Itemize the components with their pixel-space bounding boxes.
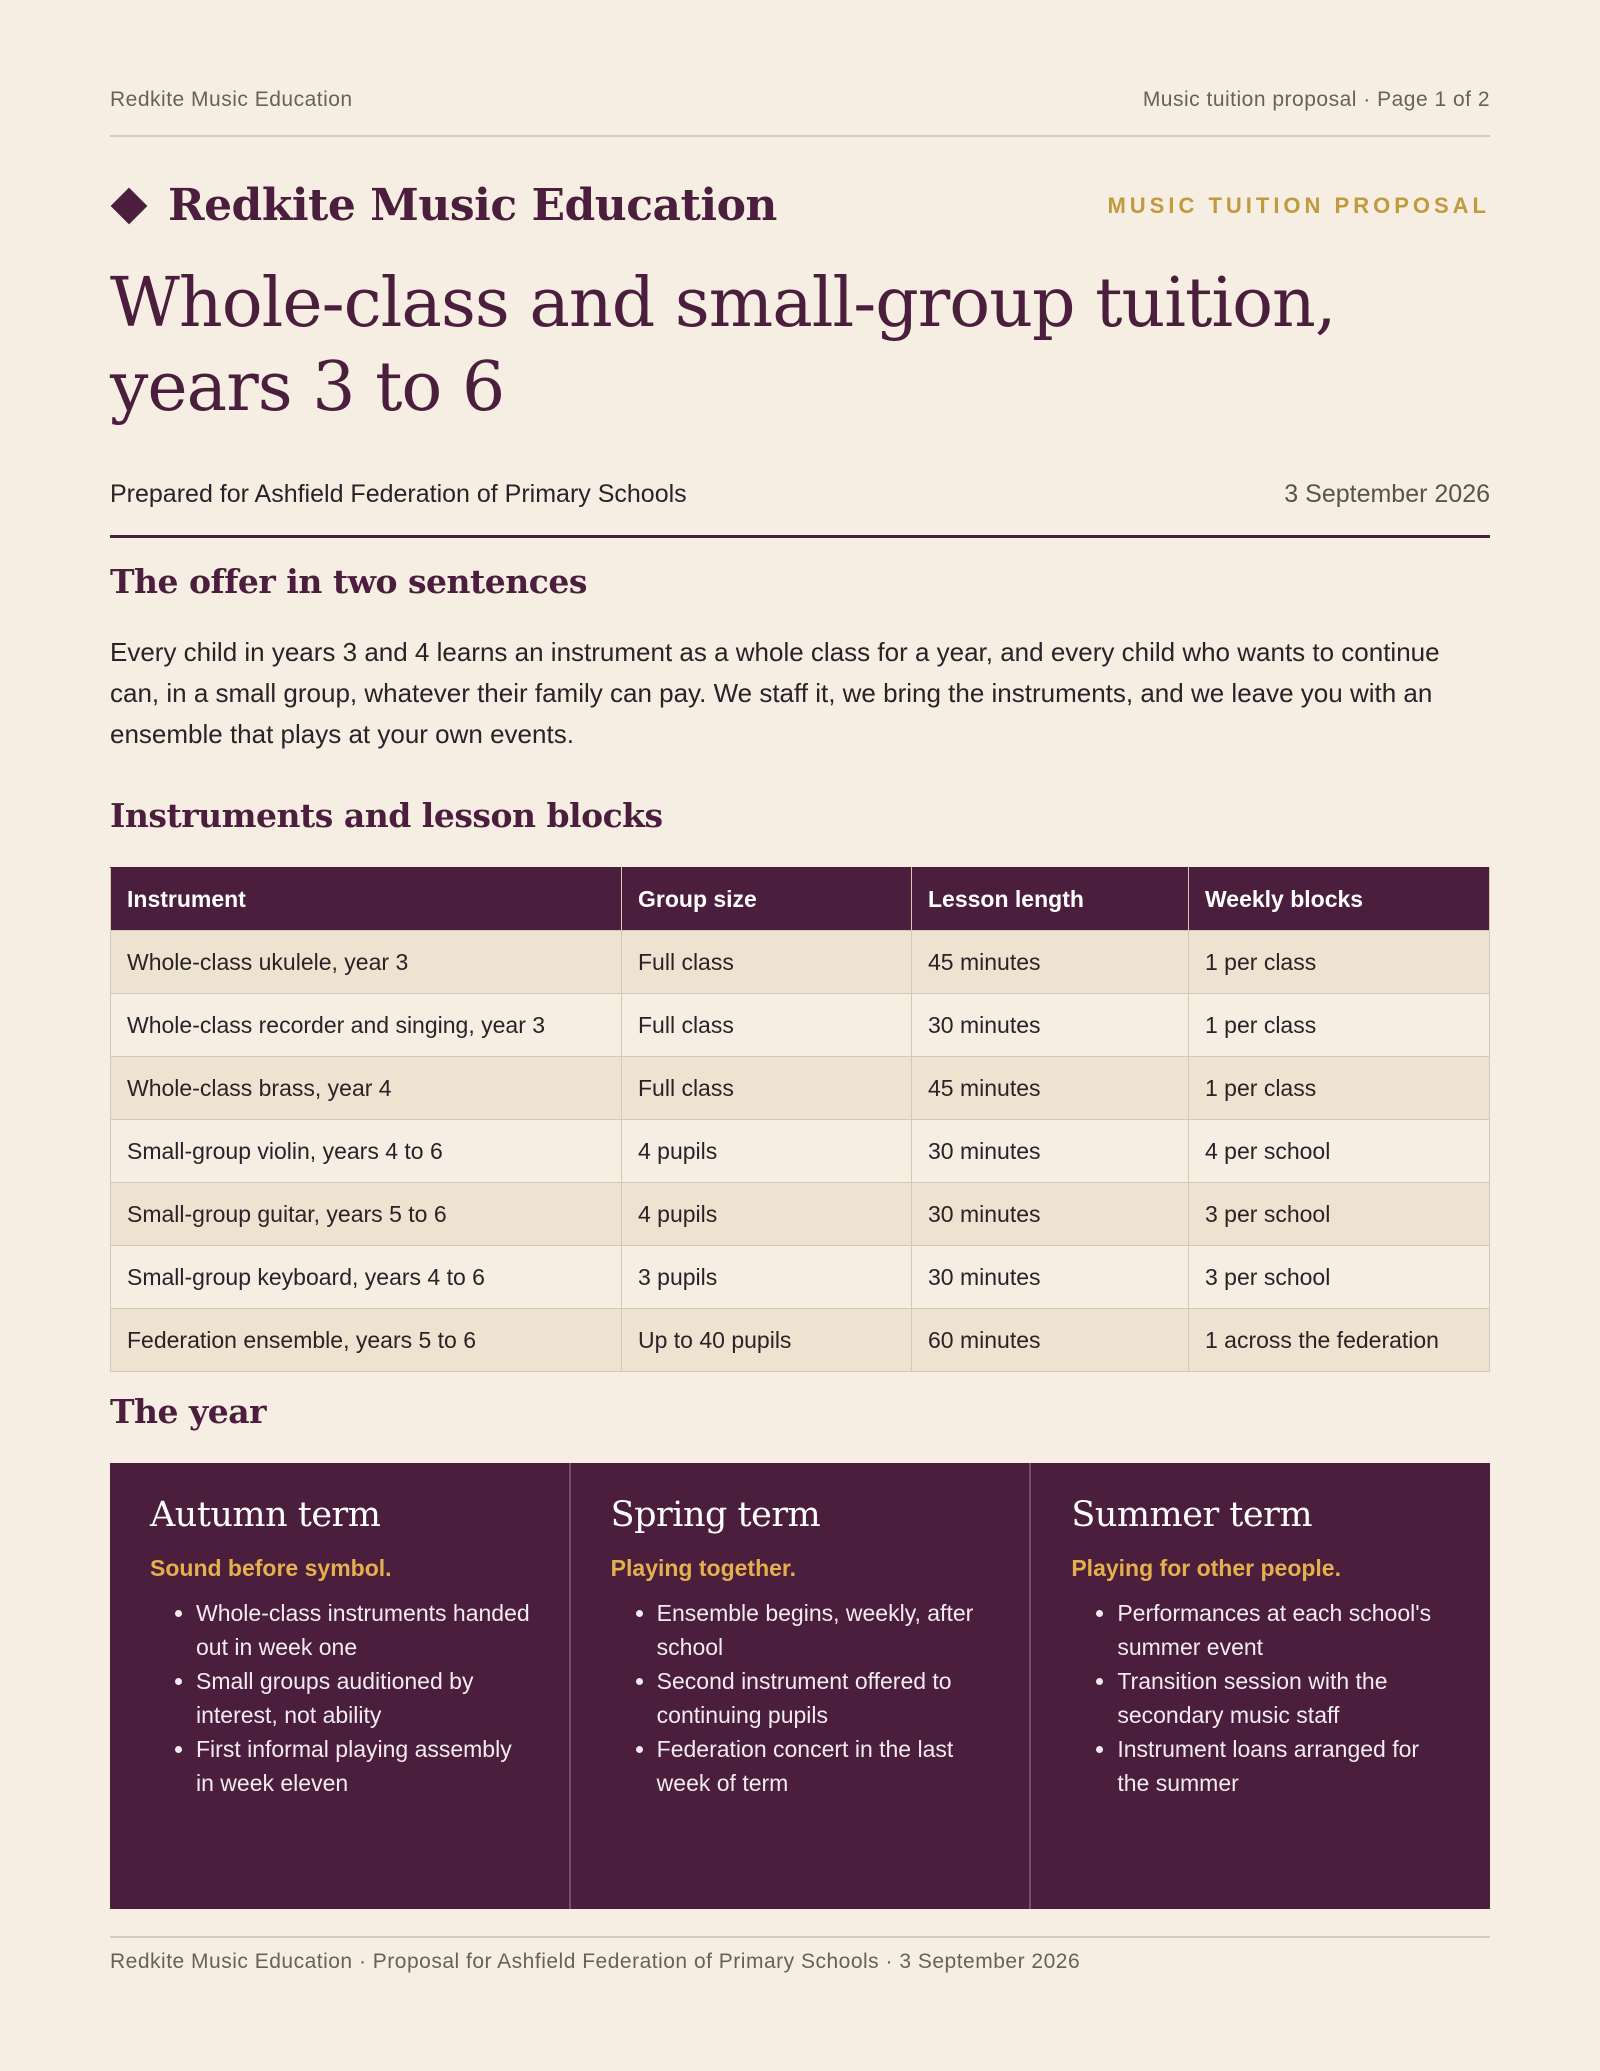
cell-lesson-length: 45 minutes [912,931,1189,994]
cell-group-size: 3 pupils [622,1246,912,1309]
cell-lesson-length: 60 minutes [912,1309,1189,1372]
diamond-icon [111,187,148,224]
list-item: • Transition session with the secondary music staff [1117,1664,1454,1732]
column-header-lesson-length: Lesson length [912,868,1189,931]
term-panels [110,1463,1490,1909]
page-title: Whole-class and small-group tuition, years 3 to 6 [110,264,1336,427]
instruments-heading: Instruments and lesson blocks [110,796,663,835]
cell-group-size: Up to 40 pupils [622,1309,912,1372]
cell-group-size: Full class [622,1057,912,1120]
cell-instrument: Small-group guitar, years 5 to 6 [111,1183,622,1246]
cell-instrument: Whole-class recorder and singing, year 3 [111,994,622,1057]
cell-weekly-blocks: 3 per school [1189,1246,1490,1309]
cell-lesson-length: 30 minutes [912,1183,1189,1246]
title-divider [110,535,1490,538]
cell-instrument: Whole-class brass, year 4 [111,1057,622,1120]
term-panel-autumn [110,1463,569,1909]
list-item: • Ensemble begins, weekly, after school [657,1596,994,1664]
cell-lesson-length: 45 minutes [912,1057,1189,1120]
column-header-instrument: Instrument [111,868,622,931]
term-panel-summer [1029,1463,1490,1909]
document-date: 3 September 2026 [1284,480,1490,508]
header-divider [110,135,1490,137]
running-header-page: Music tuition proposal · Page 1 of 2 [1142,88,1490,111]
term-name: Spring term [610,1495,821,1535]
table-row [111,1309,1490,1372]
brand-lockup [110,180,777,231]
table-row [111,1120,1490,1183]
list-item: • First informal playing assembly in week eleven [196,1732,533,1800]
cell-group-size: 4 pupils [622,1120,912,1183]
term-list [611,1596,994,1800]
footer-divider [110,1936,1490,1938]
list-item: • Instrument loans arranged for the summer [1117,1732,1454,1800]
running-header [110,88,1490,112]
document-kind-label: MUSIC TUITION PROPOSAL [1107,192,1490,218]
cell-instrument: Whole-class ukulele, year 3 [111,931,622,994]
column-header-group-size: Group size [622,868,912,931]
term-list [1071,1596,1454,1800]
page-footer: Redkite Music Education · Proposal for Ashfield Federation of Primary Schools · 3 September 2026 [110,1950,1081,1973]
term-tagline: Sound before symbol. [150,1555,392,1581]
prepared-for: Prepared for Ashfield Federation of Primary Schools [110,480,687,508]
cell-instrument: Small-group keyboard, years 4 to 6 [111,1246,622,1309]
table-row [111,994,1490,1057]
table-row [111,1246,1490,1309]
list-item: • Small groups auditioned by interest, not ability [196,1664,533,1732]
cell-group-size: 4 pupils [622,1183,912,1246]
cell-weekly-blocks: 1 per class [1189,994,1490,1057]
cell-group-size: Full class [622,994,912,1057]
offer-heading: The offer in two sentences [110,562,587,601]
term-list [150,1596,533,1800]
list-item: • Second instrument offered to continuing pupils [657,1664,994,1732]
meta-row [110,480,1490,509]
cell-instrument: Federation ensemble, years 5 to 6 [111,1309,622,1372]
term-tagline: Playing for other people. [1071,1555,1341,1581]
term-panel-spring [569,1463,1030,1909]
instruments-table [110,867,1490,1372]
cell-weekly-blocks: 4 per school [1189,1120,1490,1183]
term-name: Autumn term [150,1495,381,1535]
term-name: Summer term [1071,1495,1313,1535]
cell-instrument: Small-group violin, years 4 to 6 [111,1120,622,1183]
cell-weekly-blocks: 3 per school [1189,1183,1490,1246]
term-tagline: Playing together. [610,1555,796,1581]
brand-row [110,180,1490,231]
cell-weekly-blocks: 1 per class [1189,931,1490,994]
cell-lesson-length: 30 minutes [912,994,1189,1057]
cell-lesson-length: 30 minutes [912,1246,1189,1309]
running-header-org: Redkite Music Education [110,88,353,111]
offer-paragraph: Every child in years 3 and 4 learns an instrument as a whole class for a year, and every child who wants to continue can, in a small group, whatever their family can pay. We staff it, we bring the instruments, and we leave you with an ensemble that plays at your own events. [110,637,1440,749]
cell-weekly-blocks: 1 per class [1189,1057,1490,1120]
year-heading: The year [110,1392,266,1431]
list-item: • Performances at each school's summer event [1117,1596,1454,1664]
table-row [111,931,1490,994]
table-row [111,1183,1490,1246]
list-item: • Federation concert in the last week of term [657,1732,994,1800]
cell-group-size: Full class [622,931,912,994]
cell-weekly-blocks: 1 across the federation [1189,1309,1490,1372]
table-header-row [111,868,1490,931]
list-item: • Whole-class instruments handed out in week one [196,1596,533,1664]
cell-lesson-length: 30 minutes [912,1120,1189,1183]
brand-name: Redkite Music Education [168,180,777,231]
table-row [111,1057,1490,1120]
column-header-weekly-blocks: Weekly blocks [1189,868,1490,931]
